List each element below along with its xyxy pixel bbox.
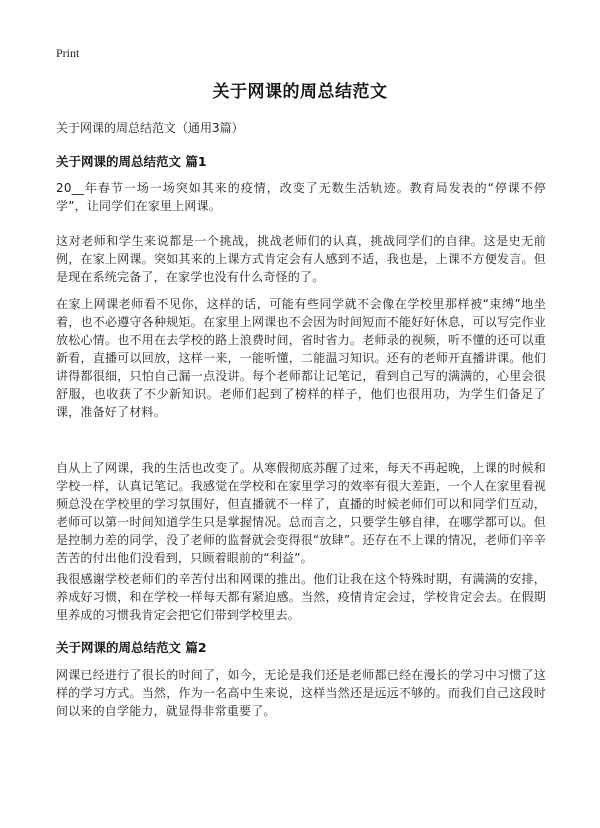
section-1-paragraph-5: 我很感谢学校老师们的辛苦付出和网课的推出。他们让我在这个特殊时期，有满满的安排，养成好习惯，和在学校一样每天都有紧迫感。当然，疫情肯定会过，学校肯定会去。在假期里养成的习惯我肯定会把它们带到学校里去。: [56, 572, 546, 622]
section-1-paragraph-2: 这对老师和学生来说都是一个挑战，挑战老师们的认真，挑战同学们的自律。这是史无前例，在家上网课。突如其来的上课方式肯定会有人感到不适，我也是，上课不方便发言。但是现在系统完备了，在家学也没有什么奇怪的了。: [56, 234, 546, 284]
section-1-paragraph-3: 在家上网课老师看不见你，这样的话，可能有些同学就不会像在学校里那样被“束缚”地坐着，也不必遵守各种规矩。在家里上网课也不会因为时间短而不能好好休息，可以写完作业放松心情。也不用在去学校的路上浪费时间，省时省力。老师录的视频，听不懂的还可以重新看，直播可以回放，这样一来，一能听懂，二能温习知识。还有的老师开直播讲课。他们讲得都很细，只怕自己漏一点没讲。每个老师都让记笔记，看到自己写的满满的，心里会很舒服，也收获了不少新知识。老师们起到了榜样的样子，他们也很用功，为学生们备足了课，准备好了材料。: [56, 297, 546, 419]
page-title: 关于网课的周总结范文: [212, 82, 388, 102]
section-2-paragraph-1: 网课已经进行了很长的时间了，如今，无论是我们还是老师都已经在漫长的学习中习惯了这样的学习方式。当然，作为一名高中生来说，这样当然还是远远不够的。而我们自己这段时间以来的自学能力，就显得非常重要了。: [56, 668, 546, 718]
section-1-paragraph-4: 自从上了网课，我的生活也改变了。从寒假彻底苏醒了过来，每天不再起晚，上课的时候和学校一样，认真记笔记。我感觉在学校和在家里学习的效率有很大差距，一个人在家里看视频总没在学校里的学习氛围好，但直播就不一样了，直播的时候老师们可以和同学们互动，老师可以第一时间知道学生只是掌握情况。总而言之，只要学生够自律，在哪学都可以。但是控制力差的同学，没了老师的监督就会变得很“放肆”。还存在不上课的情况，老师们辛辛苦苦的付出他们没看到，只顾着眼前的“利益”。: [56, 461, 546, 565]
document-subtitle: 关于网课的周总结范文（通用3篇）: [56, 121, 244, 135]
section-heading-1: 关于网课的周总结范文 篇1: [56, 154, 207, 169]
section-1-paragraph-1: 20__年春节一场一场突如其来的疫情，改变了无数生活轨迹。教育局发表的“停课不停学”，让同学们在家里上网课。: [56, 181, 546, 213]
print-link[interactable]: Print: [56, 46, 80, 60]
section-heading-2: 关于网课的周总结范文 篇2: [56, 640, 207, 655]
